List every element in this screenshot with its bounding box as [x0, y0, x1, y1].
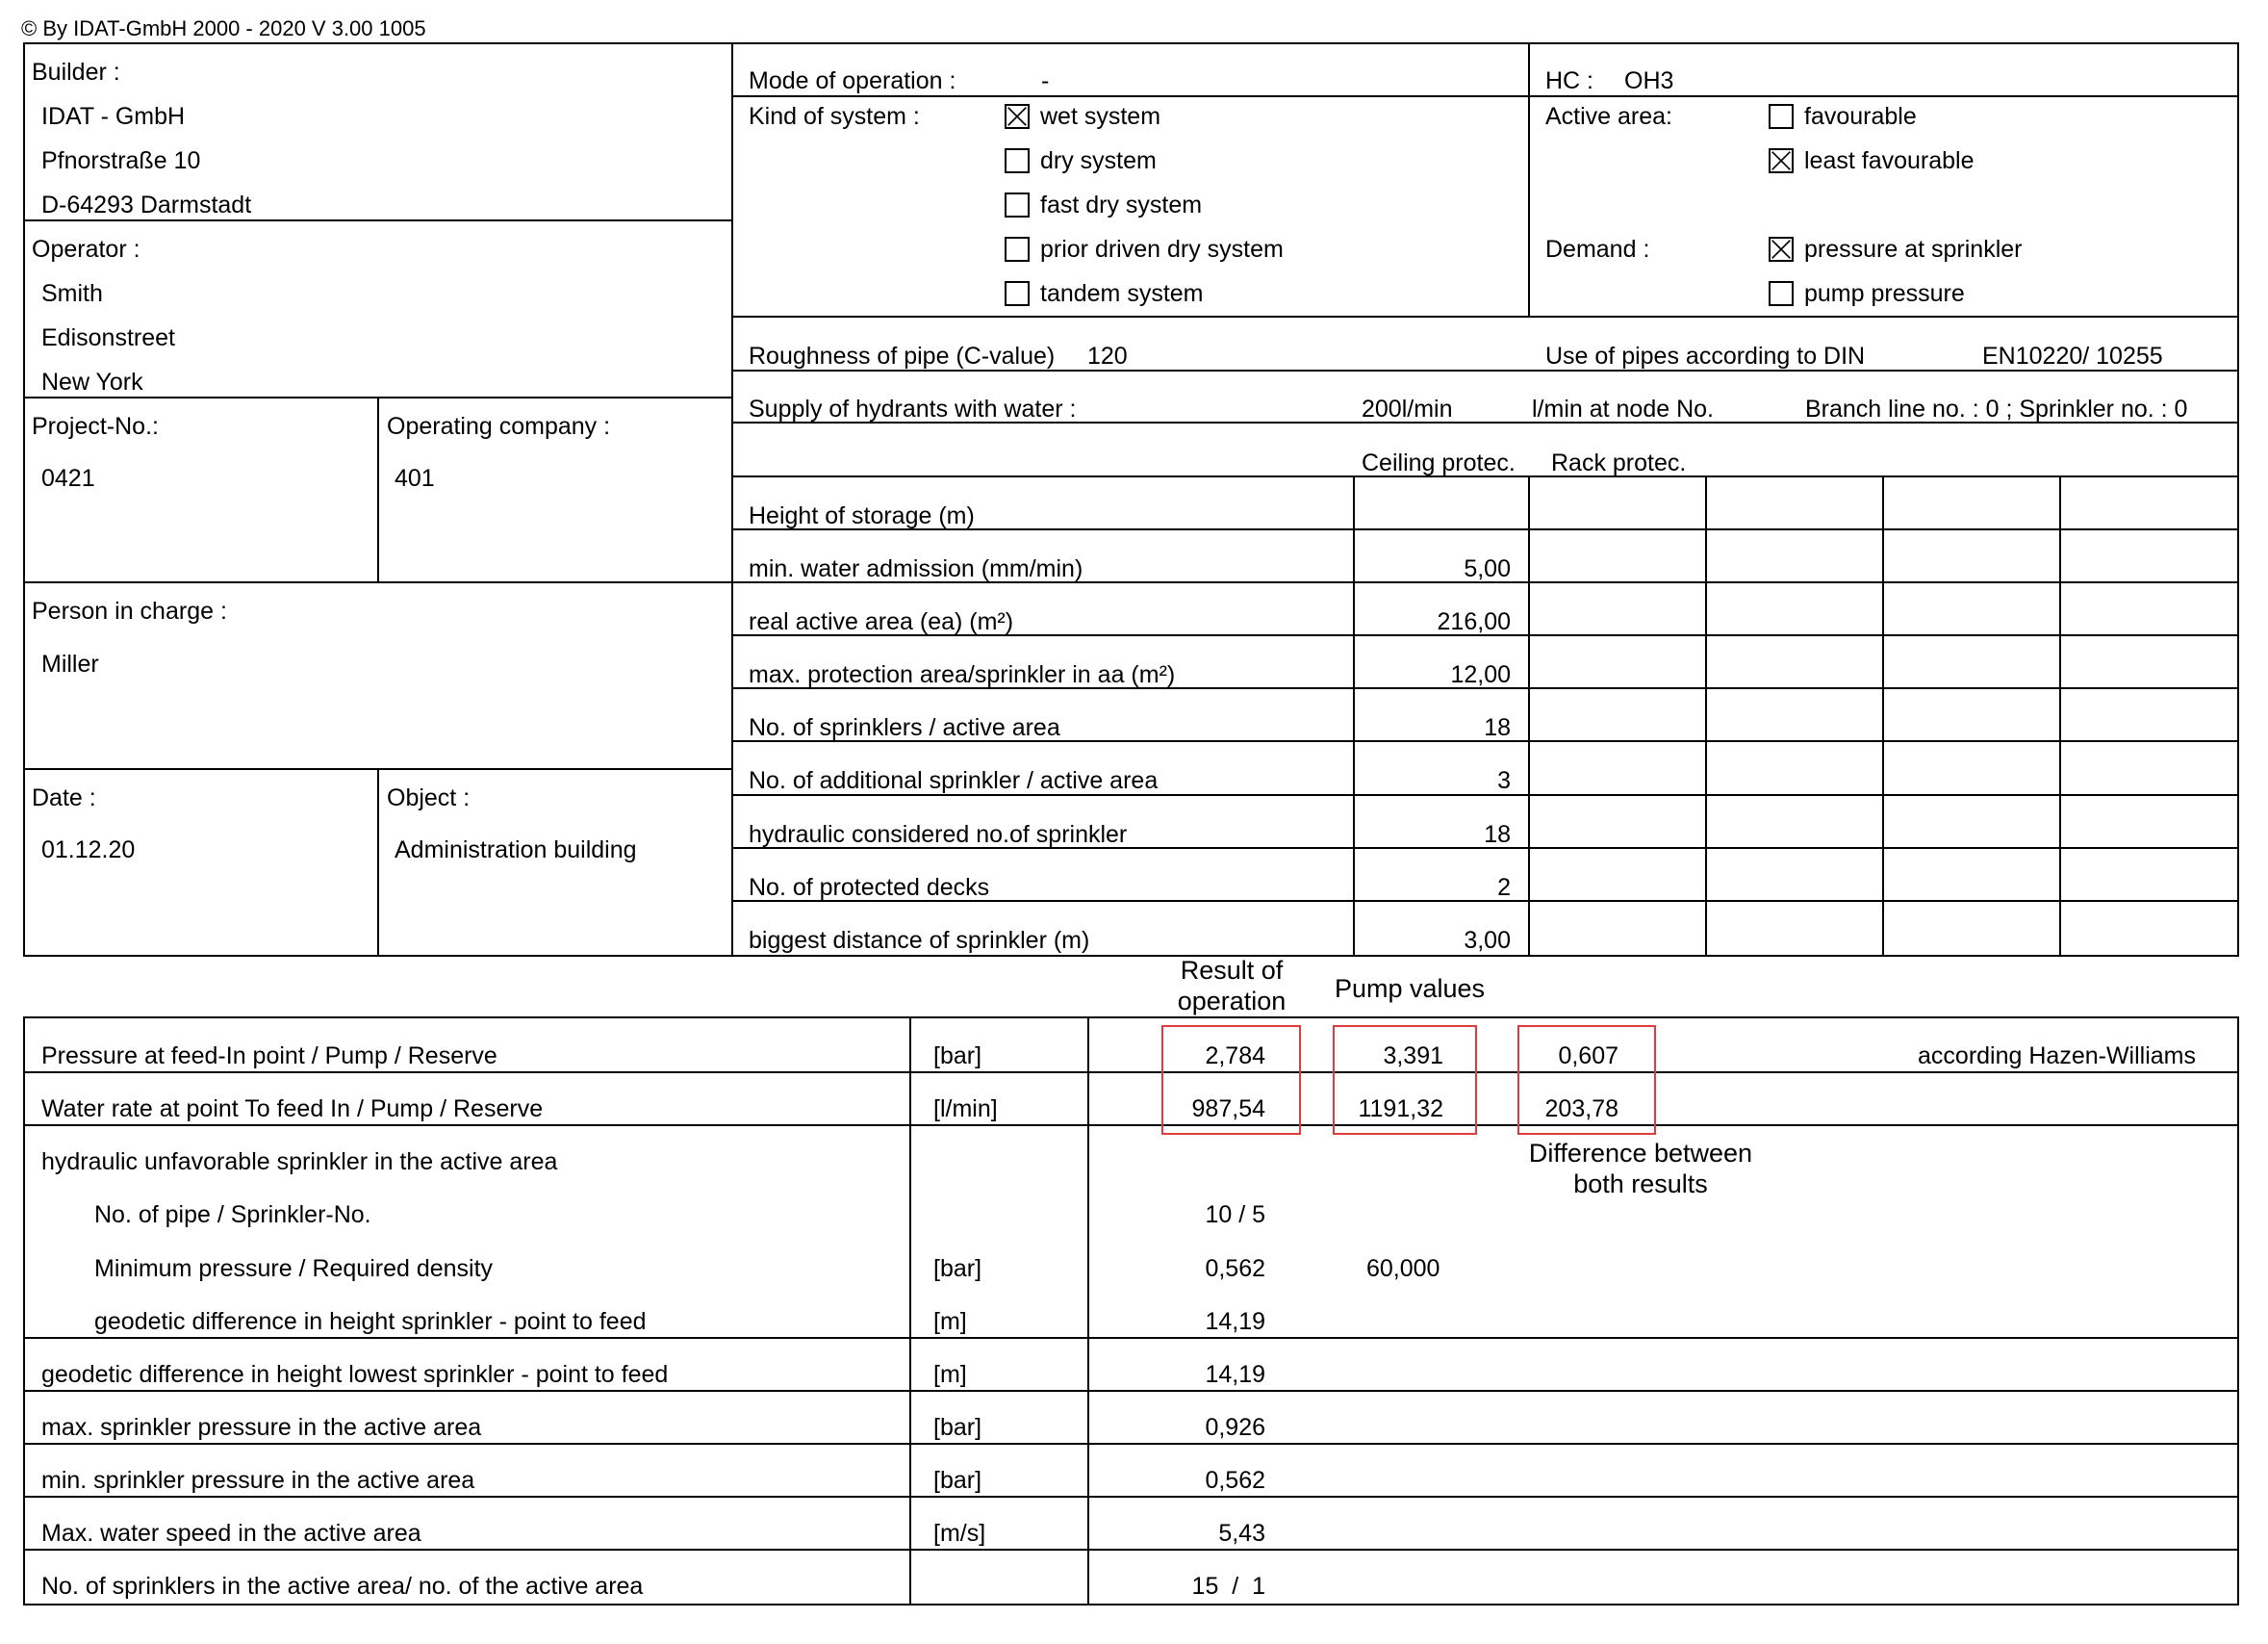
- pressure-label: Pressure at feed-In point / Pump / Reserve: [41, 1042, 497, 1069]
- min-sprinkler-pressure-value: 0,562: [1205, 1467, 1265, 1494]
- object-value: Administration building: [395, 836, 637, 863]
- prior-driven-dry-checkbox[interactable]: [1005, 237, 1030, 262]
- rack-protec-label: Rack protec.: [1551, 450, 1687, 476]
- pressure-pump: 3,391: [1383, 1042, 1443, 1069]
- fast-dry-system-checkbox[interactable]: [1005, 193, 1030, 218]
- required-density-value: 60,000: [1366, 1255, 1440, 1282]
- water-rate-diff: 203,78: [1544, 1095, 1618, 1122]
- pressure-at-sprinkler-checkbox[interactable]: [1769, 237, 1794, 262]
- divider: [1528, 42, 1530, 318]
- water-speed-value: 5,43: [1218, 1520, 1265, 1547]
- max-pressure-label: max. sprinkler pressure in the active area: [41, 1414, 482, 1441]
- person-label: Person in charge :: [32, 598, 227, 625]
- fast-dry-system-label: fast dry system: [1040, 192, 1203, 218]
- wet-system-label: wet system: [1040, 103, 1161, 130]
- operator-label: Operator :: [32, 236, 140, 263]
- prior-driven-dry-label: prior driven dry system: [1040, 236, 1284, 263]
- geodetic-lowest-unit: [m]: [933, 1361, 967, 1388]
- param-label: No. of sprinklers / active area: [749, 714, 1060, 741]
- divider: [377, 397, 379, 581]
- param-value: 5,00: [1464, 555, 1511, 582]
- min-sprinkler-pressure-unit: [bar]: [933, 1467, 982, 1494]
- person-value: Miller: [41, 651, 99, 678]
- pipe-sprinkler-label: No. of pipe / Sprinkler-No.: [94, 1201, 371, 1228]
- sprinkler-count-value: 15 / 1: [1191, 1573, 1265, 1600]
- least-favourable-label: least favourable: [1804, 147, 1975, 174]
- builder-street: Pfnorstraße 10: [41, 147, 201, 174]
- roughness-label: Roughness of pipe (C-value): [749, 343, 1056, 370]
- roughness-value: 120: [1087, 343, 1128, 370]
- result-annotation-line1: Result of: [1180, 956, 1284, 985]
- difference-annotation-line2: both results: [1573, 1169, 1708, 1198]
- divider: [731, 316, 2237, 318]
- param-value: 3,00: [1464, 927, 1511, 954]
- geodetic-sprinkler-value: 14,19: [1205, 1308, 1265, 1335]
- pump-values-annotation: Pump values: [1334, 974, 1486, 1003]
- geodetic-sprinkler-label: geodetic difference in height sprinkler - point to feed: [94, 1308, 647, 1335]
- divider: [909, 1016, 911, 1604]
- divider: [23, 1496, 2237, 1498]
- operator-street: Edisonstreet: [41, 324, 175, 351]
- mode-label: Mode of operation :: [749, 67, 956, 94]
- difference-annotation-line1: Difference between: [1528, 1139, 1753, 1168]
- demand-label: Demand :: [1545, 236, 1650, 263]
- param-label: real active area (ea) (m²): [749, 608, 1014, 635]
- divider: [1353, 475, 1355, 955]
- ceiling-protec-label: Ceiling protec.: [1362, 450, 1516, 476]
- copyright-text: © By IDAT-GmbH 2000 - 2020 V 3.00 1005: [21, 16, 426, 40]
- pipes-value: EN10220/ 10255: [1982, 343, 2163, 370]
- divider: [23, 1337, 2237, 1339]
- divider: [23, 1071, 2237, 1073]
- project-label: Project-No.:: [32, 413, 159, 440]
- builder-label: Builder :: [32, 59, 120, 86]
- divider: [23, 1443, 2237, 1445]
- param-value: 12,00: [1450, 661, 1511, 688]
- hc-value: OH3: [1624, 67, 1674, 94]
- param-value: 216,00: [1437, 608, 1511, 635]
- water-rate-unit: [l/min]: [933, 1095, 998, 1122]
- param-value: 3: [1497, 767, 1511, 794]
- tandem-system-checkbox[interactable]: [1005, 281, 1030, 306]
- date-label: Date :: [32, 784, 96, 811]
- hydrants-branch: Branch line no. : 0 ; Sprinkler no. : 0: [1805, 396, 2188, 423]
- param-value: 2: [1497, 874, 1511, 901]
- object-label: Object :: [387, 784, 471, 811]
- param-label: hydraulic considered no.of sprinkler: [749, 821, 1128, 848]
- max-pressure-value: 0,926: [1205, 1414, 1265, 1441]
- divider: [23, 1390, 2237, 1392]
- geodetic-lowest-label: geodetic difference in height lowest sprinkler - point to feed: [41, 1361, 669, 1388]
- operator-name: Smith: [41, 280, 103, 307]
- param-label: biggest distance of sprinkler (m): [749, 927, 1090, 954]
- operating-company-label: Operating company :: [387, 413, 611, 440]
- pipes-label: Use of pipes according to DIN: [1545, 343, 1866, 370]
- dry-system-checkbox[interactable]: [1005, 148, 1030, 173]
- water-speed-label: Max. water speed in the active area: [41, 1520, 421, 1547]
- divider: [731, 42, 733, 955]
- project-value: 0421: [41, 465, 95, 492]
- pump-pressure-checkbox[interactable]: [1769, 281, 1794, 306]
- geodetic-sprinkler-unit: [m]: [933, 1308, 967, 1335]
- least-favourable-checkbox[interactable]: [1769, 148, 1794, 173]
- pump-highlight-box: [1333, 1025, 1477, 1135]
- min-pressure-unit: [bar]: [933, 1255, 982, 1282]
- difference-highlight-box: [1517, 1025, 1656, 1135]
- wet-system-checkbox[interactable]: [1005, 104, 1030, 129]
- divider: [377, 768, 379, 955]
- hydrants-label: Supply of hydrants with water :: [749, 396, 1077, 423]
- pressure-diff: 0,607: [1558, 1042, 1618, 1069]
- param-label: max. protection area/sprinkler in aa (m²): [749, 661, 1176, 688]
- builder-name: IDAT - GmbH: [41, 103, 186, 130]
- geodetic-lowest-value: 14,19: [1205, 1361, 1265, 1388]
- favourable-label: favourable: [1804, 103, 1917, 130]
- header-form: [23, 42, 2239, 957]
- param-label: min. water admission (mm/min): [749, 555, 1083, 582]
- result-annotation-line2: operation: [1177, 987, 1287, 1015]
- builder-city: D-64293 Darmstadt: [41, 192, 252, 218]
- date-value: 01.12.20: [41, 836, 136, 863]
- mode-value: -: [1041, 67, 1050, 94]
- divider: [1528, 475, 1530, 955]
- param-label: Height of storage (m): [749, 502, 975, 529]
- divider: [1705, 475, 1707, 955]
- result-highlight-box: [1161, 1025, 1301, 1135]
- max-pressure-unit: [bar]: [933, 1414, 982, 1441]
- water-rate-pump: 1191,32: [1358, 1095, 1443, 1122]
- unfavorable-label: hydraulic unfavorable sprinkler in the active area: [41, 1148, 558, 1175]
- min-pressure-value: 0,562: [1205, 1255, 1265, 1282]
- param-value: 18: [1484, 821, 1511, 848]
- operating-company-value: 401: [395, 465, 435, 492]
- pressure-at-sprinkler-label: pressure at sprinkler: [1804, 236, 2023, 263]
- param-value: 18: [1484, 714, 1511, 741]
- pump-pressure-label: pump pressure: [1804, 280, 1965, 307]
- water-speed-unit: [m/s]: [933, 1520, 986, 1547]
- pressure-result: 2,784: [1205, 1042, 1265, 1069]
- param-label: No. of additional sprinkler / active area: [749, 767, 1159, 794]
- param-label: No. of protected decks: [749, 874, 990, 901]
- favourable-checkbox[interactable]: [1769, 104, 1794, 129]
- hydrants-node: l/min at node No.: [1532, 396, 1714, 423]
- tandem-system-label: tandem system: [1040, 280, 1204, 307]
- dry-system-label: dry system: [1040, 147, 1157, 174]
- sprinkler-count-label: No. of sprinklers in the active area/ no. of the active area: [41, 1573, 644, 1600]
- water-rate-label: Water rate at point To feed In / Pump / Reserve: [41, 1095, 544, 1122]
- min-sprinkler-pressure-label: min. sprinkler pressure in the active area: [41, 1467, 475, 1494]
- divider: [23, 1549, 2237, 1551]
- pipe-sprinkler-value: 10 / 5: [1205, 1201, 1265, 1228]
- active-area-label: Active area:: [1545, 103, 1673, 130]
- divider: [1882, 475, 1884, 955]
- hydrants-value: 200l/min: [1362, 396, 1453, 423]
- divider: [23, 581, 731, 583]
- operator-city: New York: [41, 369, 143, 396]
- water-rate-result: 987,54: [1191, 1095, 1265, 1122]
- kind-label: Kind of system :: [749, 103, 920, 130]
- divider: [731, 95, 2237, 97]
- hazen-williams-note: according Hazen-Williams: [1918, 1042, 2196, 1069]
- divider: [1087, 1016, 1089, 1604]
- divider: [2059, 475, 2061, 955]
- pressure-unit: [bar]: [933, 1042, 982, 1069]
- min-pressure-label: Minimum pressure / Required density: [94, 1255, 494, 1282]
- hc-label: HC :: [1545, 67, 1593, 94]
- divider: [23, 1124, 2237, 1126]
- divider: [23, 219, 731, 221]
